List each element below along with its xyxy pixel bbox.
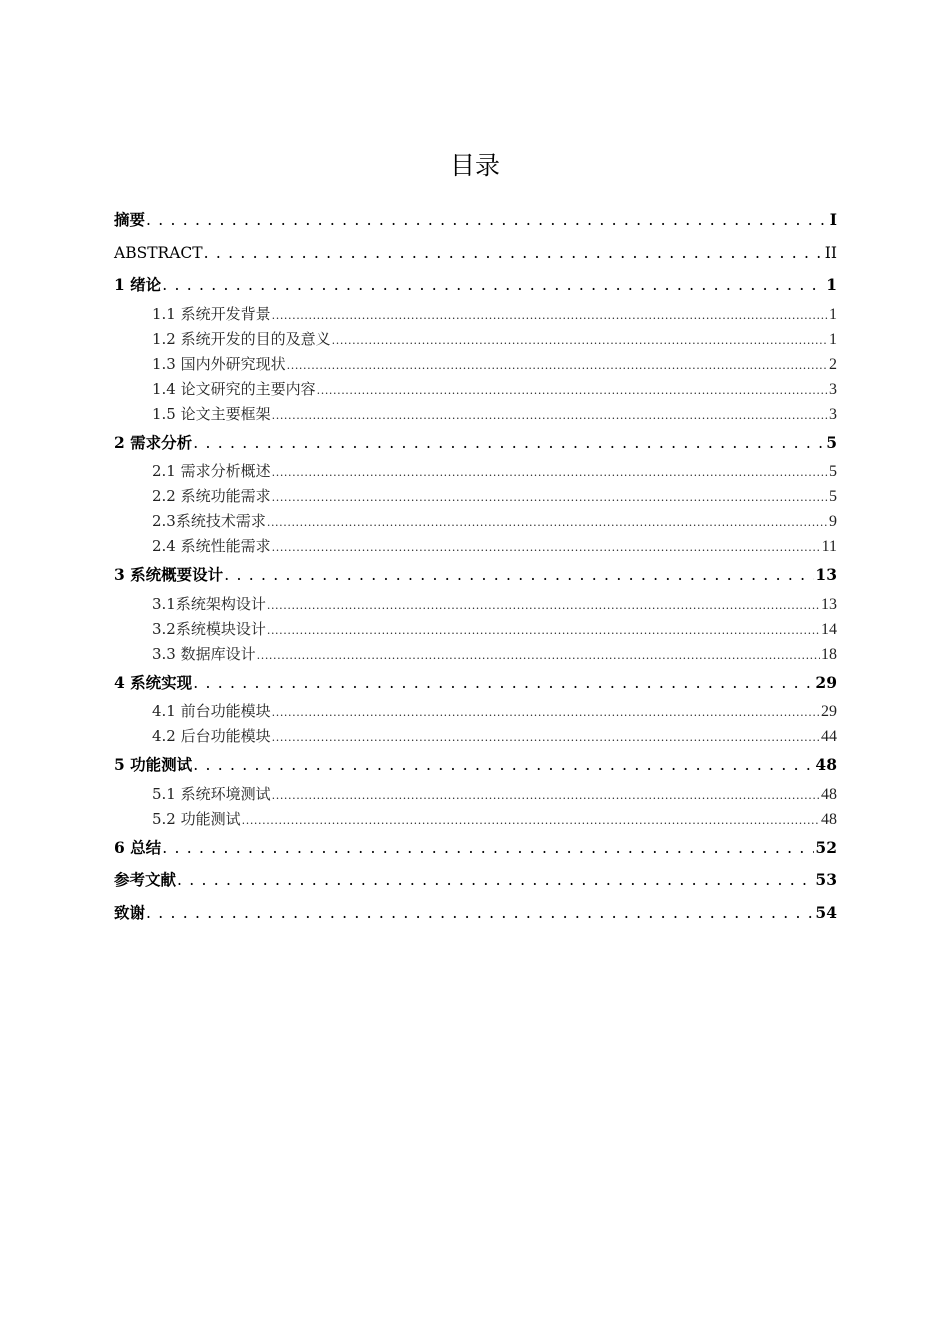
dot-leader: [146, 204, 829, 237]
toc-subentry-label: 1.2 系统开发的目的及意义: [152, 329, 331, 348]
toc-subentry[interactable]: [114, 484, 837, 509]
toc-subentry[interactable]: [114, 327, 837, 352]
toc-entry-page: 48: [815, 755, 837, 774]
dot-leader: [272, 534, 821, 560]
toc-entry-label: 致谢: [114, 902, 146, 922]
toc-subentry[interactable]: [114, 402, 837, 427]
toc-entry-label: 参考文献: [114, 870, 177, 889]
dot-leader: [193, 667, 814, 700]
dot-leader: [272, 724, 820, 750]
toc-subentry-page: 5: [829, 463, 837, 480]
toc-subentry[interactable]: [114, 459, 837, 484]
toc-subentry-label: 1.1 系统开发背景: [152, 304, 271, 323]
toc-subentry-label: 3.2系统模块设计: [152, 619, 266, 638]
dot-leader: [146, 897, 814, 930]
dot-leader: [162, 832, 814, 865]
toc-entry[interactable]: [114, 897, 837, 930]
toc-entry[interactable]: [114, 749, 837, 782]
toc-subentry-label: 2.3系统技术需求: [152, 512, 266, 530]
toc-subentry-page: 1: [829, 305, 837, 323]
dot-leader: [193, 427, 825, 460]
toc-entry[interactable]: [114, 237, 837, 270]
toc-subentry-label: 1.5 论文主要框架: [152, 404, 271, 423]
toc-subentry[interactable]: [114, 592, 837, 617]
dot-leader: [162, 269, 825, 302]
toc-entry-label: 1 绪论: [114, 275, 162, 294]
toc-entry[interactable]: [114, 427, 837, 460]
toc-subentry-page: 29: [821, 703, 837, 720]
toc-entry[interactable]: [114, 832, 837, 865]
dot-leader: [332, 327, 828, 353]
toc-subentry[interactable]: [114, 352, 837, 377]
toc-subentry-page: 2: [829, 355, 837, 373]
toc-subentry-page: 14: [821, 620, 837, 638]
toc-subentry-label: 2.4 系统性能需求: [152, 537, 271, 555]
toc-entry-page: 29: [815, 672, 837, 692]
toc-subentry-page: 18: [821, 645, 837, 663]
dot-leader: [272, 302, 828, 328]
toc-entry-label: 3 系统概要设计: [114, 565, 224, 584]
toc-subentry[interactable]: [114, 302, 837, 327]
toc-subentry-label: 5.1 系统环境测试: [152, 784, 271, 803]
toc-subentry-page: 13: [821, 595, 837, 613]
dot-leader: [267, 592, 820, 618]
toc-subentry-label: 5.2 功能测试: [152, 809, 241, 828]
toc-entry-page: 54: [815, 902, 837, 922]
toc-subentry-label: 2.2 系统功能需求: [152, 487, 271, 505]
toc-subentry[interactable]: [114, 509, 837, 534]
toc-subentry-label: 4.1 前台功能模块: [152, 702, 271, 720]
toc-subentry[interactable]: [114, 617, 837, 642]
toc-subentry[interactable]: [114, 724, 837, 749]
toc-entry[interactable]: [114, 864, 837, 897]
toc-subentry-label: 2.1 需求分析概述: [152, 462, 271, 480]
toc-entry-label: ABSTRACT: [114, 243, 203, 262]
dot-leader: [272, 402, 828, 428]
toc-entry-label: 6 总结: [114, 837, 162, 857]
dot-leader: [257, 642, 820, 668]
toc-subentry[interactable]: [114, 782, 837, 807]
table-of-contents: [114, 204, 837, 929]
dot-leader: [267, 509, 828, 535]
toc-entry-page: 53: [815, 870, 837, 889]
dot-leader: [272, 459, 828, 485]
toc-subentry-label: 3.1系统架构设计: [152, 594, 266, 613]
toc-subentry[interactable]: [114, 699, 837, 724]
toc-subentry-label: 3.3 数据库设计: [152, 644, 256, 663]
toc-entry-page: 1: [826, 275, 837, 294]
toc-entry-page: 5: [826, 432, 837, 452]
dot-leader: [272, 484, 828, 510]
toc-subentry-page: 48: [821, 785, 837, 803]
toc-subentry-page: 1: [829, 330, 837, 348]
toc-subentry[interactable]: [114, 807, 837, 832]
toc-entry[interactable]: [114, 667, 837, 700]
dot-leader: [242, 807, 820, 833]
toc-subentry-page: 3: [829, 380, 837, 398]
dot-leader: [272, 699, 820, 725]
toc-subentry-page: 11: [821, 538, 837, 555]
toc-entry-label: 2 需求分析: [114, 432, 193, 452]
dot-leader: [224, 559, 814, 592]
toc-entry-label: 摘要: [114, 210, 146, 229]
page-title: 目录: [449, 151, 500, 180]
toc-subentry[interactable]: [114, 534, 837, 559]
dot-leader: [272, 782, 820, 808]
toc-entry-label: 4 系统实现: [114, 672, 193, 692]
toc-entry[interactable]: [114, 559, 837, 592]
toc-subentry-page: 3: [829, 405, 837, 423]
toc-subentry-page: 9: [829, 513, 837, 530]
toc-subentry-page: 5: [829, 488, 837, 505]
dot-leader: [287, 352, 828, 378]
toc-subentry-page: 44: [821, 728, 837, 745]
toc-entry-page: 52: [815, 837, 837, 857]
dot-leader: [204, 237, 824, 270]
dot-leader: [193, 749, 814, 782]
toc-entry-page: 13: [815, 565, 837, 584]
toc-entry[interactable]: [114, 204, 837, 237]
toc-subentry-label: 4.2 后台功能模块: [152, 727, 271, 745]
toc-entry-page: I: [829, 210, 837, 229]
dot-leader: [267, 617, 820, 643]
toc-entry-page: II: [824, 243, 837, 262]
toc-entry[interactable]: [114, 269, 837, 302]
dot-leader: [317, 377, 828, 403]
toc-subentry[interactable]: [114, 642, 837, 667]
toc-subentry[interactable]: [114, 377, 837, 402]
toc-entry-label: 5 功能测试: [114, 755, 193, 774]
toc-subentry-page: 48: [821, 810, 837, 828]
toc-subentry-label: 1.4 论文研究的主要内容: [152, 379, 316, 398]
toc-subentry-label: 1.3 国内外研究现状: [152, 354, 286, 373]
dot-leader: [177, 864, 814, 897]
